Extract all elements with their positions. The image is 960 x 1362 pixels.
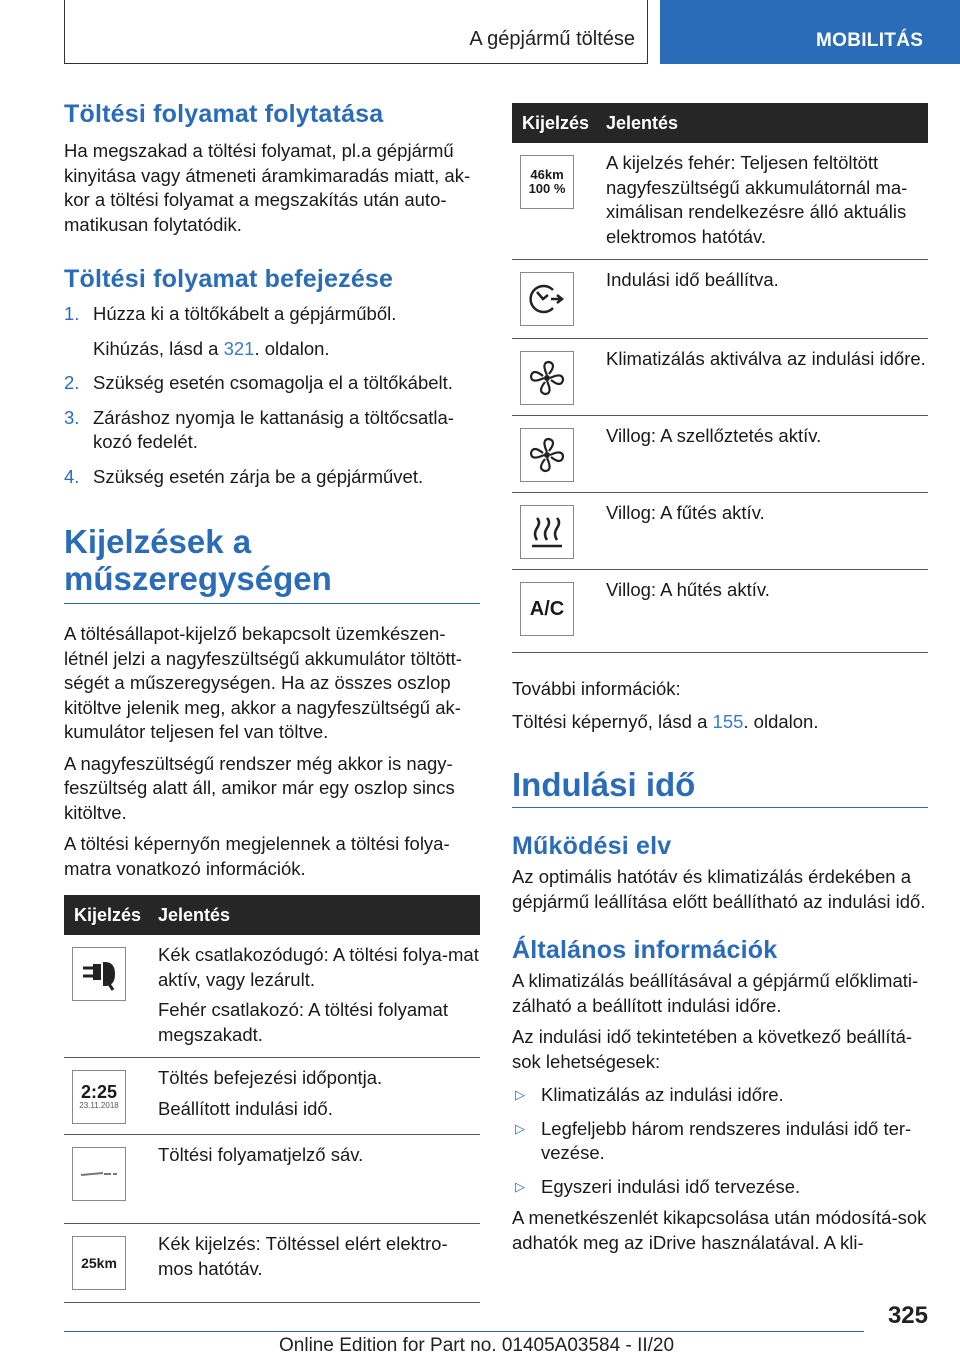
heading-continue-charging: Töltési folyamat folytatása [64, 100, 384, 128]
table-row [512, 260, 928, 339]
step-item [64, 406, 480, 455]
step-item [64, 371, 480, 396]
heading-instrument-displays: Kijelzések a műszeregységen [64, 523, 332, 597]
icon-cell [512, 339, 606, 416]
meaning-text: Indulási idő beállítva. [606, 269, 779, 290]
meaning-cell [606, 493, 928, 570]
meaning-cell [606, 339, 928, 416]
triangle-bullet-icon: ▷ [515, 1087, 525, 1102]
table-row [64, 1058, 480, 1135]
options-list [512, 1083, 928, 1199]
icon-range-text: 46km [530, 167, 564, 182]
meaning-cell [606, 260, 928, 339]
icon-cell [512, 260, 606, 339]
table-row [512, 339, 928, 416]
table-row [512, 143, 928, 260]
column-header-meaning: Jelentés [606, 103, 928, 143]
meaning-cell [606, 570, 928, 653]
paragraph: Az optimális hatótáv és klimatizálás érdekében a gépjármű leállítása előtt beállítható az indulási idő. [512, 866, 926, 912]
heating-icon [520, 505, 574, 559]
paragraph: A menetkészenlét kikapcsolása után módosítá-sok adhatók meg az iDrive használatával. A kli- [512, 1207, 927, 1253]
step-text: Szükség esetén csomagolja el a töltőkábelt. [93, 372, 453, 393]
charging-display-table [64, 895, 480, 1303]
indicator-table [512, 103, 928, 653]
icon-cell [64, 935, 158, 1058]
section-tab[interactable] [660, 0, 960, 64]
meaning-cell [158, 1224, 480, 1303]
paragraph: Az indulási idő tekintetében a következő beállítá-sok lehetségesek: [512, 1026, 913, 1072]
departure-timer-icon [520, 272, 574, 326]
section-heading-block [64, 523, 480, 604]
list-item-text: Legfeljebb három rendszeres indulási idő ter-vezése. [541, 1117, 912, 1163]
reference-suffix: . oldalon. [743, 710, 819, 732]
meaning-cell [606, 416, 928, 493]
list-item [512, 1117, 928, 1166]
range-full-icon [520, 155, 574, 209]
heading-end-charging: Töltési folyamat befejezése [64, 265, 394, 293]
edition-footer: Online Edition for Part no. 01405A03584 - II/20 [279, 1335, 675, 1356]
steps-list [64, 302, 480, 489]
step-subnote-suffix: . oldalon. [254, 337, 330, 359]
heading-departure-time: Indulási idő [512, 766, 696, 803]
fan-icon [520, 351, 574, 405]
icon-date-text: 23.11.2018 [79, 1101, 119, 1110]
step-number: 3. [64, 406, 80, 428]
chapter-title: A gépjármű töltése [469, 28, 635, 50]
page-link-155[interactable]: 155 [712, 710, 744, 732]
left-column [64, 100, 480, 1303]
paragraph: Ha megszakad a töltési folyamat, pl.a gépjármű kinyitása vagy átmeneti áramkimaradás miatt, ak-kor a töltési folyamat a megszakítás után auto-matikusan folytatódik. [64, 140, 471, 235]
step-subnote [93, 337, 480, 362]
table-row [512, 416, 928, 493]
triangle-bullet-icon: ▷ [515, 1178, 525, 1194]
charging-plug-icon [72, 947, 126, 1001]
list-item-text: Klimatizálás az indulási időre. [541, 1084, 784, 1105]
icon-range-text: 25km [81, 1254, 117, 1271]
section-tab-label: MOBILITÁS [816, 30, 924, 51]
triangle-bullet-icon: ▷ [515, 1120, 525, 1136]
range-km-icon [72, 1236, 126, 1290]
icon-percent-text: 100 % [528, 181, 566, 196]
meaning-text: Fehér csatlakozó: A töltési folyamat megszakadt. [158, 999, 448, 1045]
meaning-text: Kék kijelzés: Töltéssel elért elektro-mos hatótáv. [158, 1233, 448, 1279]
icon-cell [512, 143, 606, 260]
paragraph: A töltési képernyőn megjelennek a töltési folya-matra vonatkozó információk. [64, 833, 450, 879]
meaning-text: Klimatizálás aktiválva az indulási időre. [606, 348, 926, 369]
meaning-text: Töltési folyamatjelző sáv. [158, 1144, 364, 1165]
icon-cell [64, 1135, 158, 1224]
column-header-display: Kijelzés [64, 895, 158, 935]
icon-time-text: 2:25 [80, 1082, 118, 1102]
paragraph: A klimatizálás beállításával a gépjármű előklimati-zálható a beállított indulási időre. [512, 970, 919, 1016]
heading-general-info: Általános információk [512, 936, 778, 964]
meaning-text: Villog: A hűtés aktív. [606, 579, 770, 600]
table-row [64, 1135, 480, 1224]
step-text: Húzza ki a töltőkábelt a gépjárműből. [93, 303, 397, 324]
paragraph: További információk: [512, 678, 681, 699]
step-number: 2. [64, 372, 80, 393]
step-text: Szükség esetén zárja be a gépjárművet. [93, 465, 424, 487]
meaning-cell [158, 1135, 480, 1224]
page-number: 325 [887, 1302, 928, 1329]
icon-cell [64, 1058, 158, 1135]
section-heading-block [512, 766, 928, 808]
heading-operating-principle: Működési elv [512, 832, 672, 860]
table-header-row [512, 103, 928, 143]
meaning-cell [158, 1058, 480, 1135]
icon-cell [512, 493, 606, 570]
meaning-cell [158, 935, 480, 1058]
list-item [512, 1175, 928, 1200]
step-number: 4. [64, 465, 80, 487]
list-item-text: Egyszeri indulási idő tervezése. [541, 1175, 801, 1197]
meaning-text: Töltés befejezési időpontja. [158, 1067, 383, 1088]
meaning-text: Beállított indulási idő. [158, 1097, 333, 1119]
table-header-row [64, 895, 480, 935]
paragraph: A töltésállapot-kijelző bekapcsolt üzemkészen-létnél jelzi a nagyfeszültségű akkumulátor töltött-ségét a műszeregységen. Ha az összes oszlop kitöltve jelenik meg, akkor a nagyfeszültségű ak-kumulátor teljesen fel van töltve. [64, 623, 462, 742]
icon-ac-text: A/C [529, 597, 565, 620]
meaning-text: Kék csatlakozódugó: A töltési folya-mat aktív, vagy lezárult. [158, 944, 479, 990]
column-header-meaning: Jelentés [158, 895, 480, 935]
step-item [64, 465, 480, 490]
paragraph: A nagyfeszültségű rendszer még akkor is nagy-feszültség alatt áll, amikor már egy oszlop sincs kitöltve. [64, 752, 455, 823]
reference-prefix: Töltési képernyő, lásd a [512, 710, 713, 732]
icon-cell [512, 416, 606, 493]
fan-icon [520, 428, 574, 482]
list-item [512, 1083, 928, 1108]
meaning-text: Villog: A fűtés aktív. [606, 502, 765, 523]
right-column [512, 103, 928, 1255]
table-row [512, 493, 928, 570]
footer-divider [64, 1331, 864, 1332]
table-row [512, 570, 928, 653]
meaning-cell [606, 143, 928, 260]
step-subnote-prefix: Kihúzás, lásd a [93, 337, 224, 359]
step-number: 1. [64, 303, 80, 324]
meaning-text: A kijelzés fehér: Teljesen feltöltött nagyfeszültségű akkumulátornál ma-ximálisan rendelkezésre álló aktuális elektromos hatótáv. [606, 152, 908, 247]
table-row [64, 1224, 480, 1303]
page-link-321[interactable]: 321 [223, 337, 255, 359]
reference-line [512, 710, 928, 735]
charge-end-time-icon [72, 1070, 126, 1124]
column-header-display: Kijelzés [512, 103, 606, 143]
ac-icon [520, 582, 574, 636]
icon-cell [512, 570, 606, 653]
step-text: Záráshoz nyomja le kattanásig a töltőcsatla-kozó fedelét. [93, 406, 454, 452]
icon-cell [64, 1224, 158, 1303]
table-row [64, 935, 480, 1058]
meaning-text: Villog: A szellőztetés aktív. [606, 425, 822, 446]
charge-progress-bar-icon [72, 1147, 126, 1201]
step-item [64, 302, 480, 361]
